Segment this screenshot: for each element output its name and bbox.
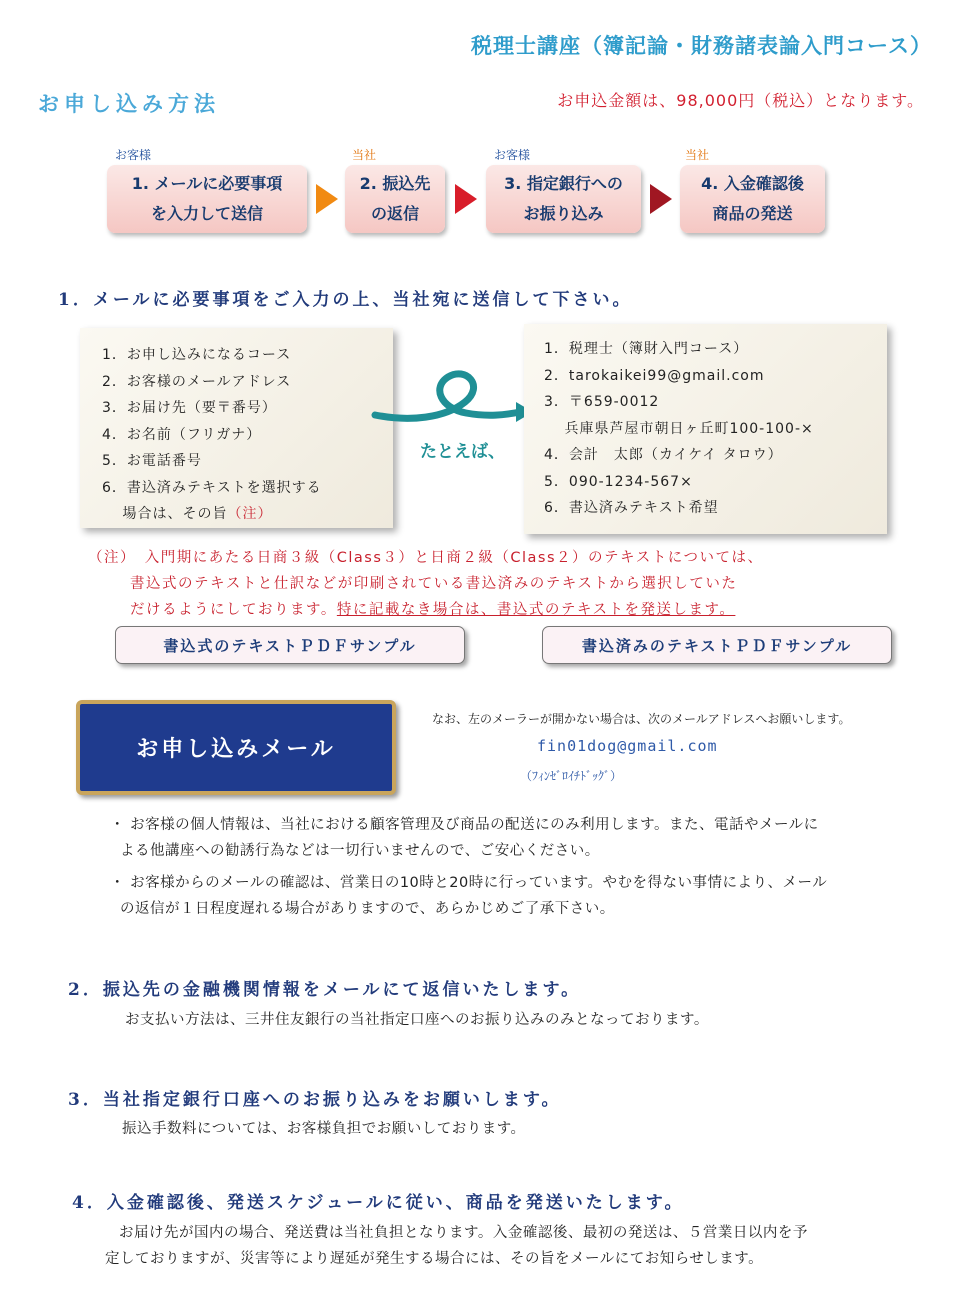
required-item: 4．お名前（フリガナ） xyxy=(102,426,262,443)
required-item: 場合は、その旨 xyxy=(102,506,228,522)
note-line: だけるようにしております。 xyxy=(130,602,337,618)
bullet-line: よる他講座への勧誘行為などは一切行いませんので、ご安心ください。 xyxy=(120,843,600,859)
required-items-card xyxy=(80,328,393,528)
apply-mail-button[interactable]: お申し込みメール xyxy=(76,700,396,795)
note-mark: （注） xyxy=(227,506,273,522)
example-items-list xyxy=(524,324,887,522)
step-3-box: 3. 指定銀行への お振り込み xyxy=(486,165,641,233)
step-1-actor: お客様 xyxy=(115,148,152,162)
step-arrow-3-icon xyxy=(650,184,672,214)
step-4-actor: 当社 xyxy=(685,148,710,162)
email-reading: （ﾌｨﾝｾﾞﾛｲﾁﾄﾞｯｸﾞ） xyxy=(520,769,623,783)
required-item: 6．書込済みテキストを選択する xyxy=(102,479,322,496)
note-underlined: 特に記載なき場合は、書込式のテキストを発送します。 xyxy=(336,602,736,618)
price-notice: お申込金額は、98,000円（税込）となります。 xyxy=(557,91,924,110)
section-3-body: 振込手数料については、お客様負担でお願いしております。 xyxy=(122,1121,526,1137)
step-arrow-2-icon xyxy=(455,184,477,214)
step-2-actor: 当社 xyxy=(352,148,377,162)
privacy-bullet-1 xyxy=(110,812,819,864)
step-2-box: 2. 振込先 の返信 xyxy=(345,165,445,233)
required-item: 2．お客様のメールアドレス xyxy=(102,373,292,390)
writein-text-pdf-sample-button[interactable]: 書込式のテキストＰＤＦサンプル xyxy=(115,626,465,664)
example-item: 3．〒659-0012 xyxy=(544,394,660,410)
required-items-list xyxy=(80,328,393,528)
example-item: 4．会計 太郎（カイケイ タロウ） xyxy=(544,447,783,463)
example-label: たとえば、 xyxy=(420,442,505,462)
body-line: お届け先が国内の場合、発送費は当社負担となります。入金確認後、最初の発送は、５営業日以内を予 xyxy=(119,1225,808,1241)
mailer-fallback-note: なお、左のメーラーが開かない場合は、次のメールアドレスへお願いします。 xyxy=(432,712,851,726)
bullet-line: ・ お客様からのメールの確認は、営業日の10時と20時に行っています。やむを得ない事情により、メール xyxy=(110,875,828,891)
step-1-box: 1. メールに必要事項 を入力して送信 xyxy=(107,165,307,233)
course-title: 税理士講座（簿記論・財務諸表論入門コース） xyxy=(471,34,932,58)
prefilled-text-pdf-sample-button[interactable]: 書込済みのテキストＰＤＦサンプル xyxy=(542,626,892,664)
step-3-actor: お客様 xyxy=(494,148,531,162)
swoosh-arrow-icon xyxy=(370,360,535,435)
example-item: 5．090-1234-567× xyxy=(544,473,693,490)
required-item: 1．お申し込みになるコース xyxy=(102,347,292,363)
required-item: 3．お届け先（要〒番号） xyxy=(102,400,277,416)
note-line: （注） 入門期にあたる日商３級（Class３）と日商２級（Class２）のテキストについては、 xyxy=(88,550,764,566)
method-title: お申し込み方法 xyxy=(38,92,220,116)
privacy-bullet-2 xyxy=(110,870,827,922)
body-line: 定しておりますが、災害等により遅延が発生する場合には、その旨をメールにてお知らせします。 xyxy=(105,1251,764,1267)
required-item: 5．お電話番号 xyxy=(102,453,202,469)
section-4-body xyxy=(105,1220,808,1272)
example-item: 2．tarokaikei99@gmail.com xyxy=(544,367,765,384)
section-1-heading: 1．メールに必要事項をご入力の上、当社宛に送信して下さい。 xyxy=(58,290,633,310)
required-item-with-note xyxy=(102,501,393,528)
section-2-body: お支払い方法は、三井住友銀行の当社指定口座へのお振り込みのみとなっております。 xyxy=(125,1012,709,1028)
bullet-line: の返信が１日程度遅れる場合がありますので、あらかじめご了承下さい。 xyxy=(120,901,615,917)
bullet-line: ・ お客様の個人情報は、当社における顧客管理及び商品の配送にのみ利用します。また、電話やメールに xyxy=(110,817,819,833)
example-item: 1．税理士（簿財入門コース） xyxy=(544,341,749,357)
text-selection-note xyxy=(88,545,763,623)
section-4-heading: 4．入金確認後、発送スケジュールに従い、商品を発送いたします。 xyxy=(72,1193,685,1213)
section-2-heading: 2．振込先の金融機関情報をメールにて返信いたします。 xyxy=(68,980,582,1000)
example-item: 6．書込済みテキスト希望 xyxy=(544,500,719,516)
step-4-box: 4. 入金確認後 商品の発送 xyxy=(680,165,825,233)
note-line: 書込式のテキストと仕訳などが印刷されている書込済みのテキストから選択していた xyxy=(130,576,738,592)
example-item: 兵庫県芦屋市朝日ヶ丘町100-100-× xyxy=(544,420,814,437)
section-3-heading: 3．当社指定銀行口座へのお振り込みをお願いします。 xyxy=(68,1090,562,1110)
contact-email-link[interactable]: fin01dog@gmail.com xyxy=(537,737,718,755)
step-arrow-1-icon xyxy=(316,184,338,214)
example-card xyxy=(524,324,887,534)
